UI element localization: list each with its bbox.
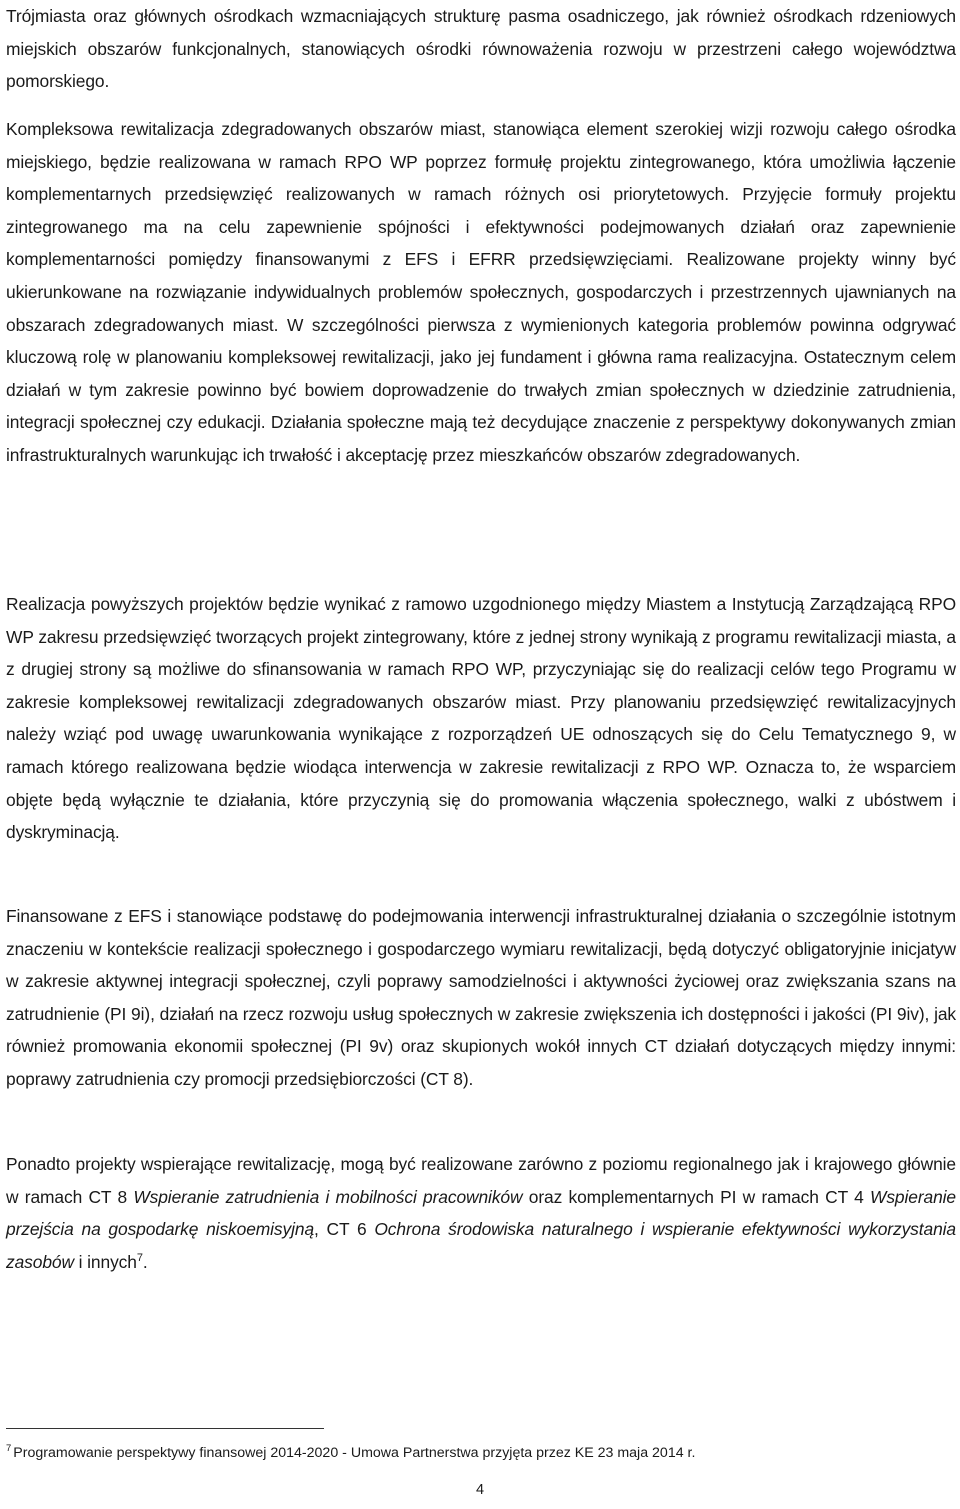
paragraph-4-italic-ct6: Ochrona środowiska naturalnego i wspieranie efektywności wykorzystania zasobów [6,1219,956,1272]
footnote-separator [6,1428,324,1429]
footnote-reference[interactable]: 7 [136,1251,143,1264]
paragraph-4-italic-ct4: Wspieranie przejścia na gospodarkę niskoemisyjną [6,1186,956,1240]
paragraph-4-part-e: . [142,1251,148,1272]
footnote [6,1444,695,1462]
paragraph-4-part-a: Ponadto projekty wspierające rewitalizację, mogą być realizowane zarówno z poziomu regionalnego jak i krajowego głównie w ramach CT 8 [6,1154,956,1207]
paragraph-efs-financing: Finansowane z EFS i stanowiące podstawę do podejmowania interwencji infrastrukturalnej działania o szczególnie istotnym znaczeniu w kontekście realizacji społecznego i gospodarczego wymiaru rewitalizacji, będą dotyczyć obligatoryjnie inicjatyw w zakresie aktywnej integracji społecznej, czyli poprawy samodzielności i aktywności życiowej oraz zwiększania szans na zatrudnienie (PI 9i), działań na rzecz rozwoju usług społecznych w zakresie zwiększenia ich dostępności i jakości (PI 9iv), jak również promowania ekonomii społecznej (PI 9v) oraz skupionych wokół innych CT działań dotyczących między innymi: poprawy zatrudnienia czy promocji przedsiębiorczości (CT 8). [6,906,956,1089]
paragraph-4-italic-ct8: Wspieranie zatrudnienia i mobilności pracowników [133,1186,523,1207]
paragraph-integrated-revitalization: Kompleksowa rewitalizacja zdegradowanych obszarów miast, stanowiąca element szerokiej wizji rozwoju całego ośrodka miejskiego, będzie realizowana w ramach RPO WP poprzez formułę projektu zintegrowanego, która umożliwia łączenie komplementarnych przedsięwzięć realizowanych w ramach różnych osi priorytetowych. Przyjęcie formuły projektu zintegrowanego ma na celu zapewnienie spójności i efektywności podejmowanych działań oraz zapewnienie komplementarności pomiędzy finansowanymi z EFS i EFRR przedsięwzięciami. Realizowane projekty winny być ukierunkowane na rozwiązanie indywidualnych problemów społecznych, gospodarczych i przestrzennych ujawnianych na obszarach zdegradowanych miast. W szczególności pierwsza z wymienionych kategoria problemów powinna odgrywać kluczową rolę w planowaniu kompleksowej rewitalizacji, jako jej fundament i główna rama realizacyjna. Ostatecznym celem działań w tym zakresie powinno być bowiem doprowadzenie do trwałych zmian społecznych w dziedzinie zatrudnienia, integracji społecznej czy edukacji. Działania społeczne mają też decydujące znaczenie z perspektywy dokonywanych zmian infrastrukturalnych warunkując ich trwałość i akceptację przez mieszkańców obszarów zdegradowanych. [6,119,956,465]
intro-paragraph: Trójmiasta oraz głównych ośrodkach wzmacniających strukturę pasma osadniczego, jak również ośrodkach rdzeniowych miejskich obszarów funkcjonalnych, stanowiących ośrodki równoważenia rozwoju w przestrzeni całego województwa pomorskiego. [6,6,956,92]
paragraph-4-part-c: , CT 6 [314,1219,375,1240]
page-number: 4 [475,1482,485,1498]
footnote-text: Programowanie perspektywy finansowej 2014-2020 - Umowa Partnerstwa przyjęta przez KE 23 maja 2014 r. [13,1445,696,1461]
paragraph-4-part-b: oraz komplementarnych PI w ramach CT 4 [522,1186,870,1207]
paragraph-4-part-d: i innych [73,1251,137,1272]
paragraph-project-implementation: Realizacja powyższych projektów będzie wynikać z ramowo uzgodnionego między Miastem a Instytucją Zarządzającą RPO WP zakresu przedsięwzięć tworzących projekt zintegrowany, które z jednej strony wynikają z programu rewitalizacji miasta, a z drugiej strony są możliwe do sfinansowania w ramach RPO WP, przyczyniając się do realizacji celów tego Programu w zakresie kompleksowej rewitalizacji zdegradowanych obszarów miast. Przy planowaniu przedsięwzięć rewitalizacyjnych należy wziąć pod uwagę uwarunkowania wynikające z rozporządzeń UE odnoszących się do Celu Tematycznego 9, w ramach którego realizowana będzie wiodąca interwencja w zakresie rewitalizacji z RPO WP. Oznacza to, że wsparciem objęte będą wyłącznie te działania, które przyczynią się do promowania włączenia społecznego, walki z ubóstwem i dyskryminacją. [6,594,956,843]
footnote-number: 7 [6,1443,12,1455]
paragraph-additional-support [6,1148,956,1278]
